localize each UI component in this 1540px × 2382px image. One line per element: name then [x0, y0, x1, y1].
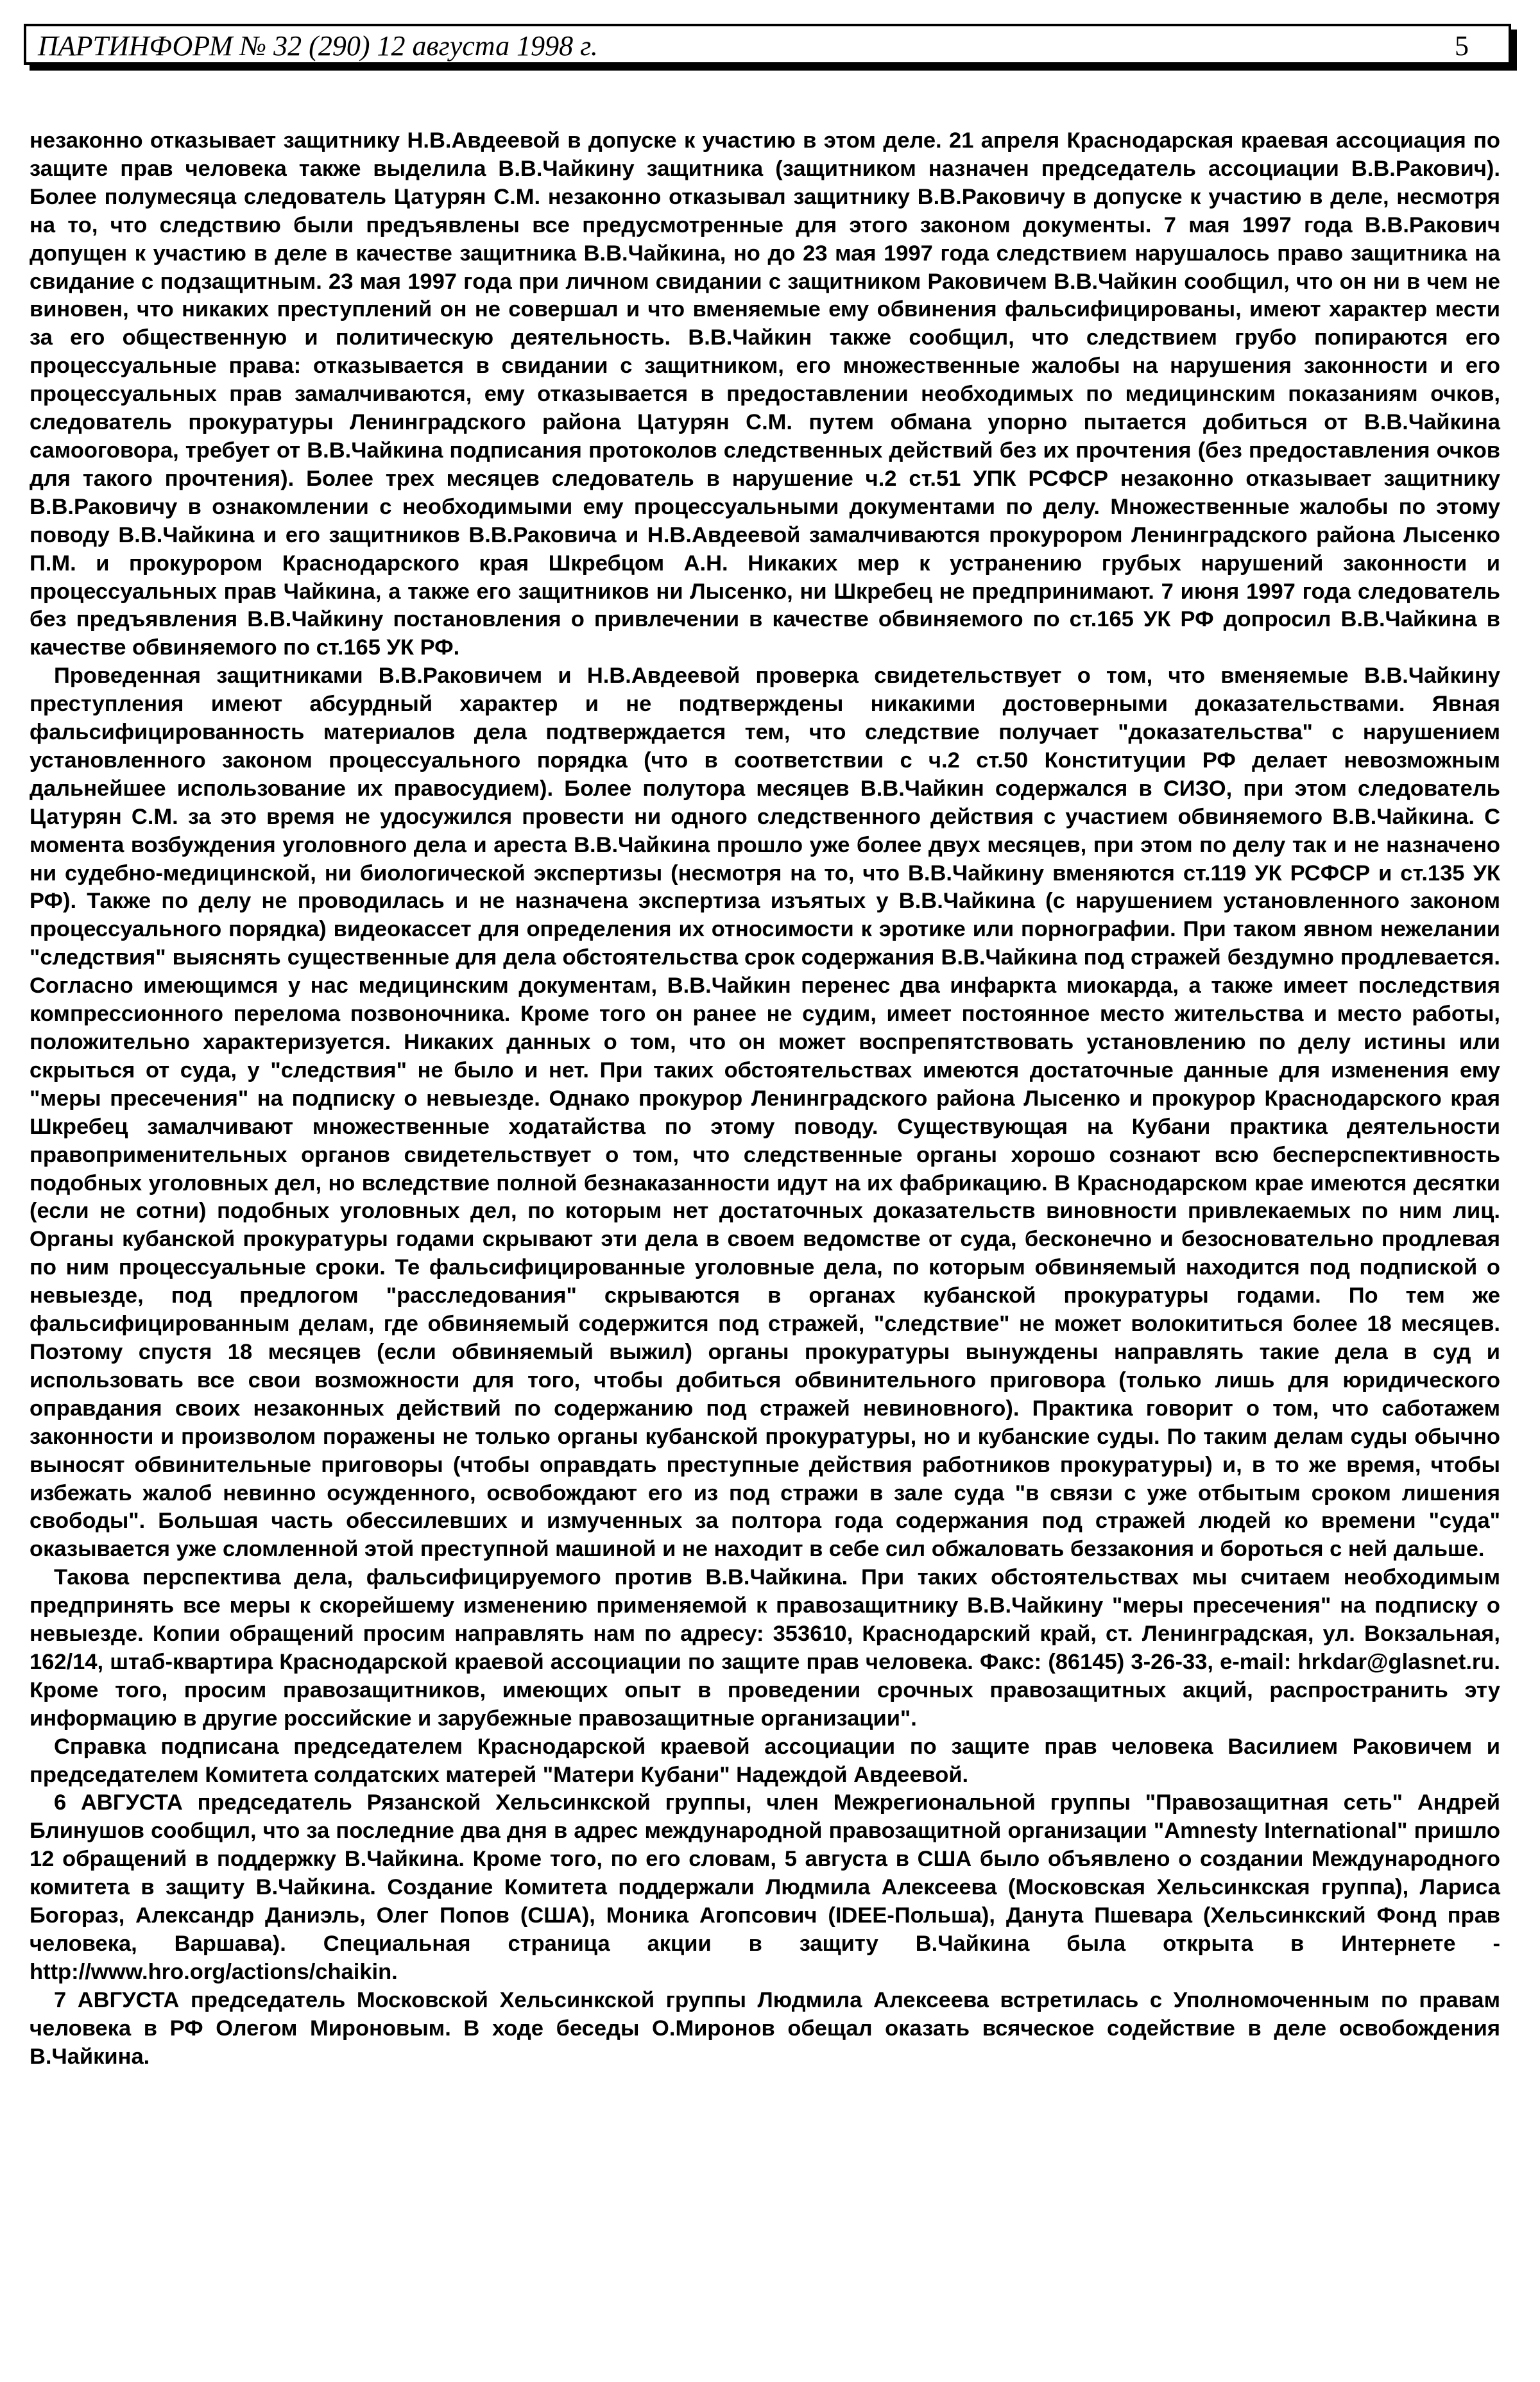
article-paragraph: Справка подписана председателем Краснодарской краевой ассоциации по защите прав человека Василием Раковичем и председателем Комитета солдатских матерей "Матери Кубани" Надеждой Авдеевой. — [30, 1734, 1500, 1787]
publication-title: ПАРТИНФОРМ № 32 (290) 12 августа 1998 г. — [38, 30, 598, 62]
article-paragraph: незаконно отказывает защитнику Н.В.Авдеевой в допуске к участию в этом деле. 21 апреля Краснодарская краевая ассоциация по защите прав человека также выделила В.В.Чайкину защитника (защитником назначен председатель ассоциации В.В.Ракович). Более полумесяца следователь Цатурян С.М. незаконно отказывал защитнику В.В.Раковичу в допуске к участию в деле, несмотря на то, что следствию были предъявлены все предусмотренные для этого законом документы. 7 мая 1997 года В.В.Ракович допущен к участию в деле в качестве защитника В.В.Чайкина, но до 23 мая 1997 года следствием нарушалось право защитника на свидание с подзащитным. 23 мая 1997 года при личном свидании с защитником Раковичем В.В.Чайкин сообщил, что он ни в чем не виновен, что никаких преступлений он не совершал и что вменяемые ему обвинения фальсифицированы, имеют характер мести за его общественную и политическую деятельность. В.В.Чайкин также сообщил, что следствием грубо попираются его процессуальные права: отказывается в свидании с защитником, его множественные жалобы на нарушения законности и его процессуальных прав замалчиваются, ему отказывается в предоставлении необходимых по медицинским показаниям очков, следователь прокуратуры Ленинградского района Цатурян С.М. путем обмана упорно пытается добиться от В.В.Чайкина самооговора, требует от В.В.Чайкина подписания протоколов следственных действий без их прочтения (без предоставления очков для такого прочтения). Более трех месяцев следователь в нарушение ч.2 ст.51 УПК РСФСР незаконно отказывает защитнику В.В.Раковичу в ознакомлении с необходимыми ему процессуальными документами по делу. Множественные жалобы по этому поводу В.В.Чайкина и его защитников В.В.Раковича и Н.В.Авдеевой замалчиваются прокурором Ленинградского района Лысенко П.М. и прокурором Краснодарского края Шкребцом А.Н. Никаких мер к устранению грубых нарушений законности и процессуальных прав Чайкина, а также его защитников ни Лысенко, ни Шкребец не предпринимают. 7 июня 1997 года следователь без предъявления В.В.Чайкину постановления о привлечении в качестве обвиняемого по ст.165 УК РФ допросил В.В.Чайкина в качестве обвиняемого по ст.165 УК РФ. — [30, 128, 1500, 660]
page-number: 5 — [1455, 30, 1469, 62]
page-header — [24, 24, 1511, 65]
article-paragraph: Проведенная защитниками В.В.Раковичем и Н.В.Авдеевой проверка свидетельствует о том, что вменяемые В.В.Чайкину преступления имеют абсурдный характер и не подтверждены никакими достоверными доказательствами. Явная фальсифицированность материалов дела подтверждается тем, что следствие получает "доказательства" с нарушением установленного законом процессуального порядка (что в соответствии с ч.2 ст.50 Конституции РФ делает невозможным дальнейшее использование их правосудием). Более полутора месяцев В.В.Чайкин содержался в СИЗО, при этом следователь Цатурян С.М. за это время не удосужился провести ни одного следственного действия с участием обвиняемого В.В.Чайкина. С момента возбуждения уголовного дела и ареста В.В.Чайкина прошло уже более двух месяцев, при этом по делу так и не назначено ни судебно-медицинской, ни биологической экспертизы (несмотря на то, что В.В.Чайкину вменяются ст.119 УК РСФСР и ст.135 УК РФ). Также по делу не проводилась и не назначена экспертиза изъятых у В.В.Чайкина (с нарушением установленного законом процессуального порядка) видеокассет для определения их относимости к эротике или порнографии. При таком явном нежелании "следствия" выяснять существенные для дела обстоятельства срок содержания В.В.Чайкина под стражей бездумно продлевается. Согласно имеющимся у нас медицинским документам, В.В.Чайкин перенес два инфаркта миокарда, а также имеет последствия компрессионного перелома позвоночника. Кроме того он ранее не судим, имеет постоянное место жительства и место работы, положительно характеризуется. Никаких данных о том, что он может воспрепятствовать установлению по делу истины или скрыться от суда, у "следствия" не было и нет. При таких обстоятельствах имеются достаточные данные для изменения ему "меры пресечения" на подписку о невыезде. Однако прокурор Ленинградского района Лысенко и прокурор Краснодарского края Шкребец замалчивают множественные ходатайства по этому поводу. Существующая на Кубани практика деятельности правоприменительных органов свидетельствует о том, что следственные органы хорошо сознают всю бесперспективность подобных уголовных дел, но вследствие полной безнаказанности идут на их фабрикацию. В Краснодарском крае имеются десятки (если не сотни) подобных уголовных дел, по которым нет достаточных доказательств виновности привлекаемых по ним лиц. Органы кубанской прокуратуры годами скрывают эти дела в своем ведомстве от суда, бесконечно и безосновательно продлевая по ним процессуальные сроки. Те фальсифицированные уголовные дела, по которым обвиняемый находится под подпиской о невыезде, под предлогом "расследования" скрываются в органах кубанской прокуратуры годами. По тем же фальсифицированным делам, где обвиняемый содержится под стражей, "следствие" не может волокититься более 18 месяцев. Поэтому спустя 18 месяцев (если обвиняемый выжил) органы прокуратуры вынуждены направлять такие дела в суд и использовать все свои возможности для того, чтобы добиться обвинительного приговора (только лишь для юридического оправдания своих незаконных действий по содержанию под стражей невиновного). Практика говорит о том, что саботажем законности и произволом поражены не только органы кубанской прокуратуры, но и кубанские суды. По таким делам суды обычно выносят обвинительные приговоры (чтобы оправдать преступные действия работников прокуратуры) и, в то же время, чтобы избежать жалоб невинно осужденного, освобождают его из под стражи в зале суда "в связи с уже отбытым сроком лишения свободы". Большая часть обессилевших и измученных за полтора года содержания под стражей людей ко времени "суда" оказывается уже сломленной этой преступной машиной и не находит в себе сил обжаловать беззакония и бороться с ней дальше. — [30, 664, 1500, 1562]
article-paragraph: 7 АВГУСТА председатель Московской Хельсинкской группы Людмила Алексеева встретилась с Уполномоченным по правам человека в РФ Олегом Мироновым. В ходе беседы О.Миронов обещал оказать всяческое содействие в деле освобождения В.Чайкина. — [30, 1987, 1500, 2069]
article-body — [30, 127, 1500, 2071]
article-paragraph: 6 АВГУСТА председатель Рязанской Хельсинкской группы, член Межрегиональной группы "Правозащитная сеть" Андрей Блинушов сообщил, что за последние два дня в адрес международной правозащитной организации "Amnesty International" пришло 12 обращений в поддержку В.Чайкина. Кроме того, по его словам, 5 августа в США было объявлено о создании Международного комитета в защиту В.Чайкина. Создание Комитета поддержали Людмила Алексеева (Московская Хельсинкская группа), Лариса Богораз, Александр Даниэль, Олег Попов (США), Моника Агопсович (IDEE-Польша), Данута Пшевара (Хельсинкский Фонд прав человека, Варшава). Специальная страница акции в защиту В.Чайкина была открыта в Интернете - http://www.hro.org/actions/chaikin. — [30, 1790, 1500, 1984]
article-paragraph: Такова перспектива дела, фальсифицируемого против В.В.Чайкина. При таких обстоятельствах мы считаем необходимым предпринять все меры к скорейшему изменению применяемой к правозащитнику В.В.Чайкину "меры пресечения" на подписку о невыезде. Копии обращений просим направлять нам по адресу: 353610, Краснодарский край, ст. Ленинградская, ул. Вокзальная, 162/14, штаб-квартира Краснодарской краевой ассоциации по защите прав человека. Факс: (86145) 3-26-33, e-mail: hrkdar@glasnet.ru. Кроме того, просим правозащитников, имеющих опыт в проведении срочных правозащитных акций, распространить эту информацию в другие российские и зарубежные правозащитные организации". — [30, 1565, 1500, 1731]
